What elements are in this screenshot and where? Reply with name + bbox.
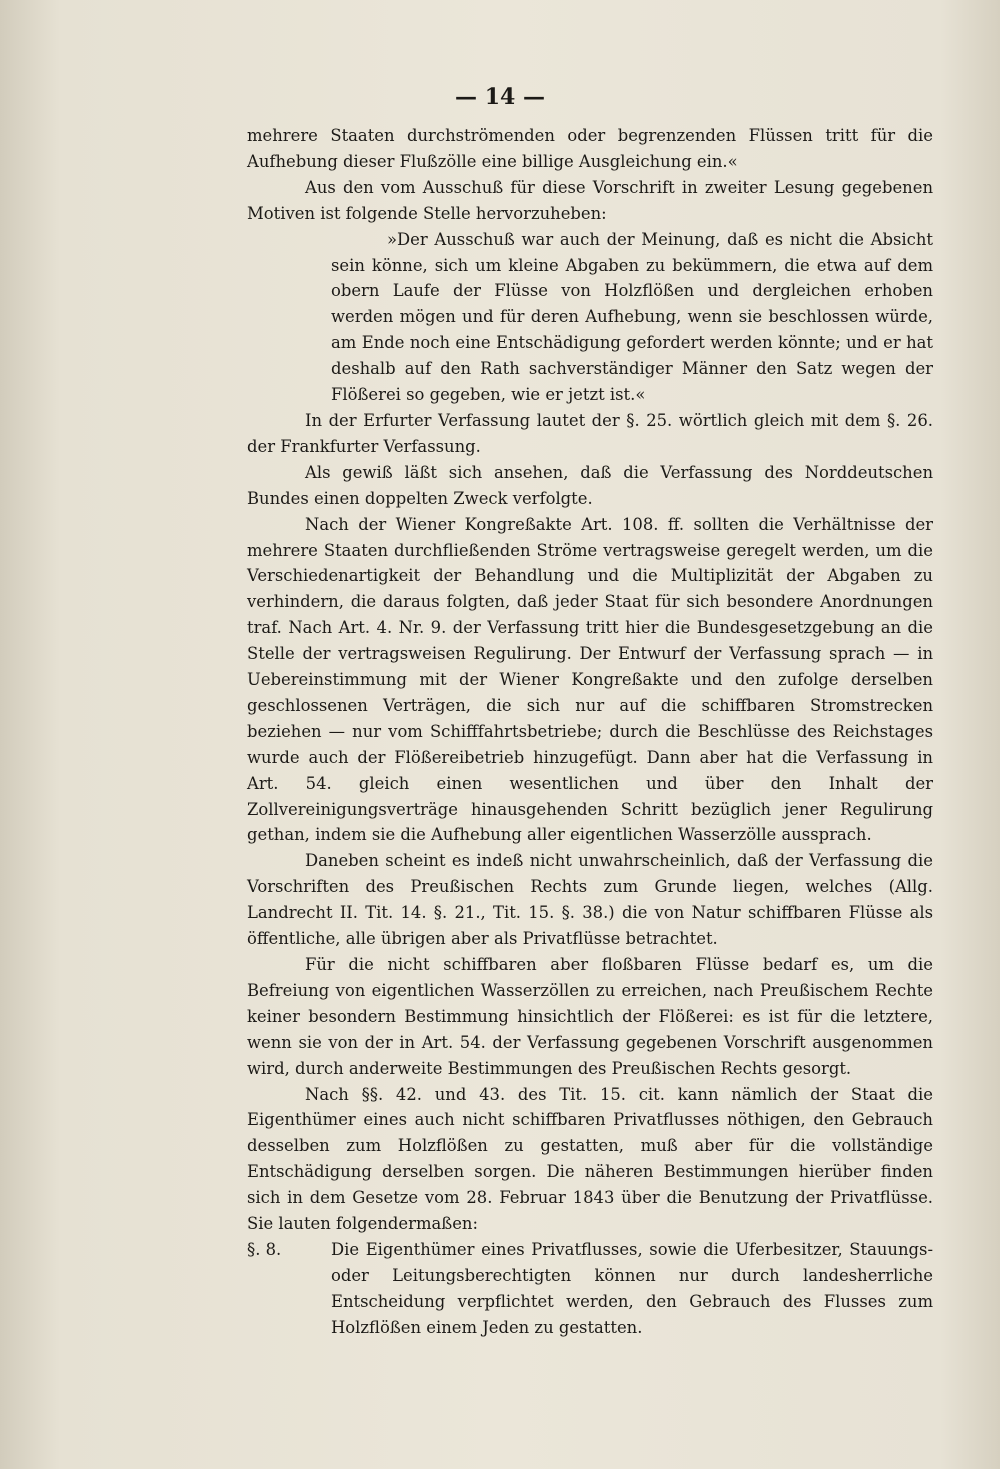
section-8 — [247, 1237, 933, 1341]
paragraph-vienna: Nach der Wiener Kongreßakte Art. 108. ff. sollten die Verhältnisse der mehrere Staaten durchfließenden Ströme vertragsweise geregelt werden, um die Verschiedenartigkeit der Behandlung und die Multiplizität der Abgaben zu verhindern, die daraus folgten, daß jeder Staat für sich besondere Anordnungen traf. Nach Art. 4. Nr. 9. der Verfassung tritt hier die Bundesgesetzgebung an die Stelle der vertragsweisen Regulirung. Der Entwurf der Verfassung sprach — in Uebereinstimmung mit der Wiener Kongreßakte und den zufolge derselben geschlossenen Verträgen, die sich nur auf die schiffbaren Stromstrecken beziehen — nur vom Schifffahrtsbetriebe; durch die Beschlüsse des Reichstages wurde auch der Flößereibetrieb hinzugefügt. Dann aber hat die Verfassung in Art. 54. gleich einen wesentlichen und über den Inhalt der Zollvereinigungsverträge hinausgehenden Schritt bezüglich jener Regulirung gethan, indem sie die Aufhebung aller eigentlichen Wasserzölle aussprach. — [247, 514, 933, 845]
section-text: Die Eigenthümer eines Privatflusses, sowie die Uferbesitzer, Stauungs- oder Leitungsberechtigten können nur durch landesherrliche Entscheidung verpflichtet werden, den Gebrauch des Flusses zum Holzflößen einem Jeden zu gestatten. — [331, 1239, 933, 1337]
page-body — [247, 123, 933, 1341]
quotation-text: »Der Ausschuß war auch der Meinung, daß es nicht die Absicht sein könne, sich um kleine Abgaben zu bekümmern, die etwa auf dem obern Laufe der Flüsse von Holzflößen und dergleichen erhoben werden mögen und für deren Aufhebung, wenn sie beschlossen würde, am Ende noch eine Entschädigung gefordert werden könnte; und er hat deshalb auf den Rath sachverständiger Männer den Satz wegen der Flößerei so gegeben, wie er jetzt ist.« — [331, 229, 933, 405]
paragraph-prussian-law: Daneben scheint es indeß nicht unwahrscheinlich, daß der Verfassung die Vorschriften des Preußischen Rechts zum Grunde liegen, welches (Allg. Landrecht II. Tit. 14. §. 21., Tit. 15. §. 38.) die von Natur schiffbaren Flüsse als öffentliche, alle übrigen aber als Privatflüsse betrachtet. — [247, 851, 933, 949]
paragraph-ownership: Nach §§. 42. und 43. des Tit. 15. cit. kann nämlich der Staat die Eigenthümer eines auch nicht schiffbaren Privatflusses nöthigen, den Gebrauch desselben zum Holzflößen zu gestatten, muß aber für die vollständige Entschädigung derselben sorgen. Die näheren Bestimmungen hierüber finden sich in dem Gesetze vom 28. Februar 1843 über die Benutzung der Privatflüsse. Sie lauten folgendermaßen: — [247, 1084, 933, 1234]
page-number: — 14 — — [455, 84, 545, 110]
paragraph-continued: mehrere Staaten durchströmenden oder begrenzenden Flüssen tritt für die Aufhebung dieser Flußzölle eine billige Ausgleichung ein.« — [247, 126, 933, 171]
paragraph-erfurt: In der Erfurter Verfassung lautet der §. 25. wörtlich gleich mit dem §. 26. der Frankfurter Verfassung. — [247, 410, 933, 456]
section-label: §. 8. — [247, 1239, 282, 1259]
paragraph-rafting: Für die nicht schiffbaren aber floßbaren Flüsse bedarf es, um die Befreiung von eigentlichen Wasserzöllen zu erreichen, nach Preußischem Rechte keiner besondern Bestimmung hinsichtlich der Flößerei: es ist für die letztere, wenn sie von der in Art. 54. der Verfassung gegebenen Vorschrift ausgenommen wird, durch anderweite Bestimmungen des Preußischen Rechts gesorgt. — [247, 955, 933, 1078]
paragraph-purpose: Als gewiß läßt sich ansehen, daß die Verfassung des Norddeutschen Bundes einen doppelten Zweck verfolgte. — [247, 462, 933, 508]
quotation-committee — [247, 227, 933, 408]
paragraph-motives: Aus den vom Ausschuß für diese Vorschrift in zweiter Lesung gegebenen Motiven ist folgende Stelle hervorzuheben: — [247, 177, 933, 223]
